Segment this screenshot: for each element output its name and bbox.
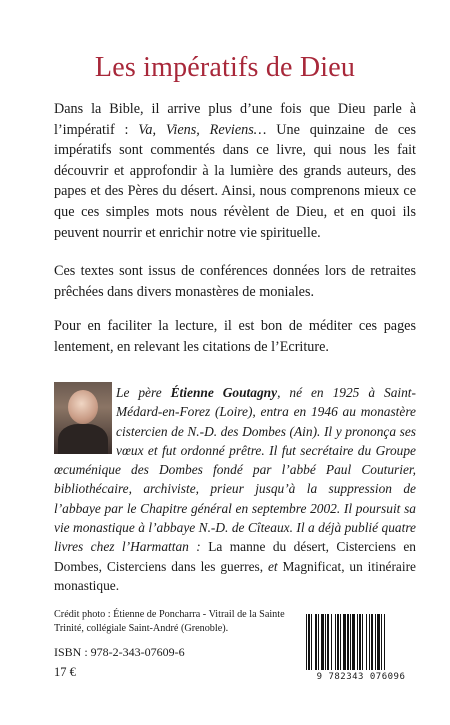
summary-paragraph-2: Ces textes sont issus de conférences données lors de retraites prêchées dans divers monastères de moniales. [54, 263, 416, 300]
summary-paragraph-1 [54, 99, 416, 243]
author-biography [54, 383, 416, 595]
book-title: Les impératifs de Dieu [94, 52, 356, 83]
bio-book-titles: La manne du désert, Cisterciens en Dombes, Cisterciens dans les guerres, [54, 539, 416, 574]
photo-credit: Crédit photo : Étienne de Poncharra - Vitrail de la Sainte Trinité, collégiale Saint-André (Grenoble). [54, 609, 285, 634]
price: 17 € [54, 665, 76, 679]
bio-intro: Le père [116, 385, 171, 400]
bio-conjunction: et [267, 558, 278, 574]
author-name: Étienne Goutagny [170, 385, 278, 400]
summary-imperatives: Va, Viens, Reviens… [138, 121, 267, 138]
summary-text-continued: Une quinzaine de ces impératifs sont commentés dans ce livre, qui nous les fait découvrir et approfondir à la lumière des grands auteurs, des papes et des Pères du désert. Ainsi, nous comprenons mieux ce que ces simples mots nous révèlent de Dieu, et en quoi ils peuvent nourrir et enrichir notre vie spirituelle. [54, 121, 417, 241]
summary-text: Dans la Bible, il arrive plus d’une fois que Dieu parle à l’impératif : [54, 101, 416, 138]
barcode-number: 9 782343 076096 [300, 672, 422, 682]
summary-paragraph-3: Pour en faciliter la lecture, il est bon de méditer ces pages lentement, en relevant les citations de l’Ecriture. [54, 318, 416, 355]
bio-last-title: Magnificat, un itinéraire monastique. [54, 558, 416, 593]
bio-text: , né en 1925 à Saint-Médard-en-Forez (Loire), entra en 1946 au monastère cistercien de N.-D. des Dombes (Ain). Il y prononça ses vœux et fut ordonné prêtre. Il fut secrétaire du Groupe œcuménique des Dombes fondé par l’abbé Paul Couturier, bibliothécaire, archiviste, prieur jusqu’à la suppression de l’abbaye par le Chapitre général en septembre 2002. Il poursuit sa vie monastique à l’abbaye N.-D. de Cîteaux. Il a déjà publié quatre livres chez l’Harmattan : [54, 385, 416, 555]
barcode [300, 612, 422, 684]
isbn: ISBN : 978-2-343-07609-6 [54, 645, 185, 659]
